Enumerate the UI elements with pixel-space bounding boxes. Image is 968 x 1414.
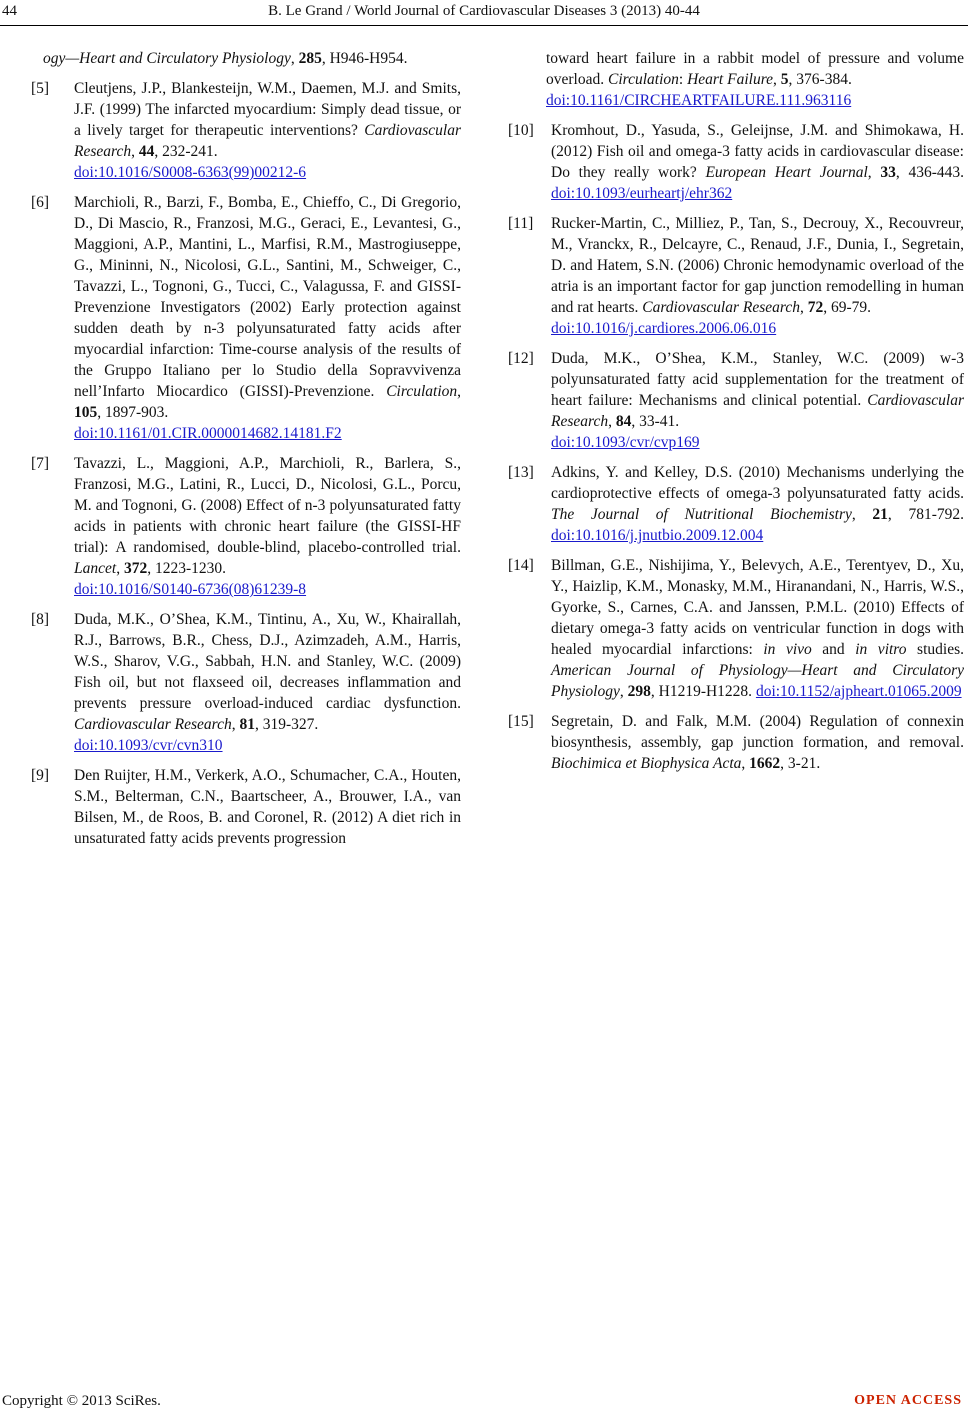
reference-11: [11] Rucker-Martin, C., Milliez, P., Tan, S., Decrouy, X., Recouvreur, M., Vranckx, R., Delcayre, C., Renaud, J.F., Dunia, I., Segretain, D. and Hatem, S.N. (2006) Chronic hemodynamic overload of the atria is an important factor for gap junction remodelling in human and rat hearts. Cardiovascular Research, 72, 69-79. doi:10.1016/j.cardiores.2006.06.016 bbox=[508, 215, 964, 337]
volume: 81 bbox=[239, 716, 255, 733]
pages: , 232-241. bbox=[154, 143, 218, 160]
volume: 298 bbox=[627, 683, 651, 700]
reference-text: Segretain, D. and Falk, M.M. (2004) Regulation of connexin biosynthesis, assembly, gap junction formation, and removal. bbox=[551, 713, 964, 751]
reference-number: [11] bbox=[508, 215, 534, 232]
pages: , H946-H954. bbox=[321, 50, 408, 67]
reference-15: [15] Segretain, D. and Falk, M.M. (2004) Regulation of connexin biosynthesis, assembly, gap junction formation, and removal. Biochimica et Biophysica Acta, 1662, 3-21. bbox=[508, 713, 964, 772]
reference-number: [9] bbox=[31, 767, 50, 784]
doi-link[interactable]: doi:10.1016/S0140-6736(08)61239-8 bbox=[74, 581, 307, 598]
reference-text: Tavazzi, L., Maggioni, A.P., Marchioli, R., Barlera, S., Franzosi, M.G., Latini, R., Lucci, D., Nicolosi, G.L., Porcu, M. and Tognoni, G. (2008) Effect of n-3 polyunsaturated fatty acids in patients with chronic heart failure (the GISSI-HF trial): A randomised, double-blind, placebo-controlled trial. bbox=[74, 455, 461, 556]
open-access-label: OPEN ACCESS bbox=[854, 1393, 962, 1408]
pages: , 376-384. bbox=[788, 71, 852, 88]
reference-14: [14] Billman, G.E., Nishijima, Y., Belevych, A.E., Terentyev, D., Xu, Y., Haizlip, K.M., Monasky, M.M., Hiranandani, N., Harris, W.S., Gyorke, S., Carnes, C.A. and Janssen, P.M.L. (2010) Effects of dietary omega-3 fatty acids on ventricular function in dogs with healed myocardial infarctions: in vivo and in vitro studies. American Journal of Physiology—Heart and Circulatory Physiology, 298, H1219-H1228. doi:10.1152/ajpheart.01065.2009 bbox=[508, 557, 964, 700]
copyright-notice: Copyright © 2013 SciRes. bbox=[2, 1393, 161, 1409]
conjunction: and bbox=[811, 641, 856, 658]
reference-text: Adkins, Y. and Kelley, D.S. (2010) Mechanisms underlying the cardioprotective effects of omega-3 polyunsaturated fatty acids. bbox=[551, 464, 964, 502]
reference-number: [7] bbox=[31, 455, 50, 472]
doi-link[interactable]: doi:10.1161/CIRCHEARTFAILURE.111.963116 bbox=[546, 92, 852, 109]
reference-continuation: ogy—Heart and Circulatory Physiology, 285, H946-H954. bbox=[43, 50, 408, 67]
doi-link[interactable]: doi:10.1016/j.cardiores.2006.06.016 bbox=[551, 320, 777, 337]
reference-5: [5] Cleutjens, J.P., Blankesteijn, W.M., Daemen, M.J. and Smits, J.F. (1999) The infarcted myocardium: Simply dead tissue, or a lively target for therapeutic interventions? Cardiovascular Research, 44, 232-241. doi:10.1016/S0008-6363(99)00212-6 bbox=[31, 80, 461, 181]
reference-number: [10] bbox=[508, 122, 534, 139]
volume: 33 bbox=[880, 164, 896, 181]
pages: , 1897-903. bbox=[97, 404, 169, 421]
journal-title: Circulation bbox=[607, 71, 679, 88]
reference-number: [8] bbox=[31, 611, 50, 628]
pages: , 3-21. bbox=[780, 755, 821, 772]
volume: 72 bbox=[807, 299, 824, 316]
journal-title: ogy—Heart and Circulatory Physiology bbox=[43, 50, 291, 67]
volume: 21 bbox=[872, 506, 888, 523]
reference-text: Duda, M.K., O’Shea, K.M., Tintinu, A., Xu, W., Khairallah, R.J., Barrows, B.R., Chess, D.J., Azimzadeh, A.M., Harris, W.S., Sharov, V.G., Sabbah, H.N. and Stanley, W.C. (2009) Fish oil, but not flaxseed oil, decreases inflammation and prevents pressure overload-induced cardiac dysfunction. bbox=[74, 611, 461, 712]
journal-title: Cardiovascular Research bbox=[551, 392, 964, 430]
volume: 1662 bbox=[749, 755, 781, 772]
reference-6: [6] Marchioli, R., Barzi, F., Bomba, E., Chieffo, C., Di Gregorio, D., Di Mascio, R., Franzosi, M.G., Geraci, E., Levantesi, G., Maggioni, A.P., Mantini, L., Marfisi, R.M., Mastrogiuseppe, G., Mininni, N., Nicolosi, G.L., Santini, M., Schweiger, C., Tavazzi, L., Tognoni, G., Tucci, C., Valagussa, F. and GISSI-Prevenzione Investigators (2002) Early protection against sudden death by n-3 polyunsaturated fatty acids after myocardial infarction: Time-course analysis of the results of the Gruppo Italiano per lo Studio della Sopravvivenza nell’Infarto Miocardico (GISSI)-Prevenzione. Circulation, 105, 1897-903. doi:10.1161/01.CIR.0000014682.14181.F2 bbox=[31, 194, 461, 442]
right-column bbox=[508, 48, 964, 783]
reference-number: [5] bbox=[31, 80, 50, 97]
journal-separator: : bbox=[678, 71, 688, 88]
reference-7: [7] Tavazzi, L., Maggioni, A.P., Marchioli, R., Barlera, S., Franzosi, M.G., Latini, R., Lucci, D., Nicolosi, G.L., Porcu, M. and Tognoni, G. (2008) Effect of n-3 polyunsaturated fatty acids in patients with chronic heart failure (the GISSI-HF trial): A randomised, double-blind, placebo-controlled trial. Lancet, 372, 1223-1230. doi:10.1016/S0140-6736(08)61239-8 bbox=[31, 455, 461, 598]
doi-link[interactable]: doi:10.1016/S0008-6363(99)00212-6 bbox=[74, 164, 307, 181]
pages: , H1219-H1228. bbox=[650, 683, 756, 700]
doi-link[interactable]: doi:10.1093/cvr/cvp169 bbox=[551, 434, 700, 451]
reference-text: Billman, G.E., Nishijima, Y., Belevych, A.E., Terentyev, D., Xu, Y., Haizlip, K.M., Monasky, M.M., Hiranandani, N., Harris, W.S., Gyorke, S., Carnes, C.A. and Janssen, P.M.L. (2010) Effects of dietary omega-3 fatty acids on ventricular function in dogs with healed myocardial infarctions: bbox=[551, 557, 964, 658]
pages: , 69-79. bbox=[823, 299, 871, 316]
journal-title: Cardiovascular Research bbox=[642, 299, 800, 316]
journal-title: European Heart Journal bbox=[705, 164, 868, 181]
pages: , 781-792. bbox=[887, 506, 964, 523]
volume: 105 bbox=[74, 404, 98, 421]
reference-text: studies. bbox=[906, 641, 964, 658]
reference-12: [12] Duda, M.K., O’Shea, K.M., Stanley, W.C. (2009) w-3 polyunsaturated fatty acid supplementation for the treatment of heart failure: Mechanisms and clinical potential. Cardiovascular Research, 84, 33-41. doi:10.1093/cvr/cvp169 bbox=[508, 350, 964, 451]
journal-title: American Journal of Physiology—Heart and Circulatory Physiology bbox=[551, 662, 964, 700]
pages: , 319-327. bbox=[254, 716, 319, 733]
reference-text: Den Ruijter, H.M., Verkerk, A.O., Schumacher, C.A., Houten, S.M., Belterman, C.N., Baartscheer, A., Brouwer, I.A., van Bilsen, M., de Roos, B. and Coronel, R. (2012) A diet rich in unsaturated fatty acids prevents progression bbox=[74, 767, 461, 847]
reference-8: [8] Duda, M.K., O’Shea, K.M., Tintinu, A., Xu, W., Khairallah, R.J., Barrows, B.R., Chess, D.J., Azimzadeh, A.M., Harris, W.S., Sharov, V.G., Sabbah, H.N. and Stanley, W.C. (2009) Fish oil, but not flaxseed oil, decreases inflammation and prevents pressure overload-induced cardiac dysfunction. Cardiovascular Research, 81, 319-327. doi:10.1093/cvr/cvn310 bbox=[31, 611, 461, 754]
reference-continuation: toward heart failure in a rabbit model of pressure and volume overload. Circulation: Heart Failure, 5, 376-384. doi:10.1161/CIRCHEARTFAILURE.111.963116 bbox=[546, 50, 964, 109]
doi-link[interactable]: doi:10.1152/ajpheart.01065.2009 bbox=[755, 683, 962, 700]
doi-link[interactable]: doi:10.1016/j.jnutbio.2009.12.004 bbox=[551, 527, 764, 544]
journal-title: Lancet bbox=[74, 560, 117, 577]
running-title: B. Le Grand / World Journal of Cardiovascular Diseases 3 (2013) 40-44 bbox=[268, 3, 700, 19]
italic-term: in vivo bbox=[763, 641, 812, 658]
reference-text: Kromhout, D., Yasuda, S., Geleijnse, J.M. and Shimokawa, H. (2012) Fish oil and omega-3 fatty acids in cardiovascular disease: Do they really work? bbox=[551, 122, 964, 181]
reference-text: Marchioli, R., Barzi, F., Bomba, E., Chieffo, C., Di Gregorio, D., Di Mascio, R., Franzosi, M.G., Geraci, E., Levantesi, G., Maggioni, A.P., Mantini, L., Marfisi, R.M., Mastrogiuseppe, G., Mininni, N., Nicolosi, G.L., Santini, M., Schweiger, C., Tavazzi, L., Tognoni, G., Tucci, C., Valagussa, F. and GISSI-Prevenzione Investigators (2002) Early protection against sudden death by n-3 polyunsaturated fatty acids after myocardial infarction: Time-course analysis of the results of the Gruppo Italiano per lo Studio della Sopravvivenza nell’Infarto Miocardico (GISSI)-Prevenzione. bbox=[74, 194, 461, 400]
doi-link[interactable]: doi:10.1093/eurheartj/ehr362 bbox=[551, 185, 733, 202]
reference-text: Cleutjens, J.P., Blankesteijn, W.M., Daemen, M.J. and Smits, J.F. (1999) The infarcted myocardium: Simply dead tissue, or a lively target for therapeutic interventions? bbox=[74, 80, 461, 139]
italic-term: in vitro bbox=[855, 641, 907, 658]
journal-subtitle: Heart Failure bbox=[687, 71, 774, 88]
doi-link[interactable]: doi:10.1161/01.CIR.0000014682.14181.F2 bbox=[74, 425, 342, 442]
doi-link[interactable]: doi:10.1093/cvr/cvn310 bbox=[74, 737, 223, 754]
reference-number: [14] bbox=[508, 557, 534, 574]
pages: , 1223-1230. bbox=[147, 560, 226, 577]
volume: 5 bbox=[780, 71, 789, 88]
volume: 84 bbox=[615, 413, 632, 430]
reference-10: [10] Kromhout, D., Yasuda, S., Geleijnse, J.M. and Shimokawa, H. (2012) Fish oil and omega-3 fatty acids in cardiovascular disease: Do they really work? European Heart Journal, 33, 436-443. doi:10.1093/eurheartj/ehr362 bbox=[508, 122, 964, 202]
reference-number: [15] bbox=[508, 713, 534, 730]
header-rule bbox=[0, 25, 968, 26]
journal-title: Circulation bbox=[386, 383, 458, 400]
journal-title: Biochimica et Biophysica Acta bbox=[551, 755, 742, 772]
reference-number: [12] bbox=[508, 350, 534, 367]
reference-number: [13] bbox=[508, 464, 534, 481]
reference-text: Rucker-Martin, C., Milliez, P., Tan, S., Decrouy, X., Recouvreur, M., Vranckx, R., Delcayre, C., Renaud, J.F., Dunia, I., Segretain, D. and Hatem, S.N. (2006) Chronic hemodynamic overload of the atria is an important factor for gap junction remodelling in human and rat hearts. bbox=[551, 215, 964, 316]
page-number: 44 bbox=[2, 3, 17, 19]
journal-title: Cardiovascular Research bbox=[74, 716, 232, 733]
volume: 285 bbox=[298, 50, 322, 67]
left-column bbox=[31, 48, 461, 858]
reference-13: [13] Adkins, Y. and Kelley, D.S. (2010) Mechanisms underlying the cardioprotective effects of omega-3 polyunsaturated fatty acids. The Journal of Nutritional Biochemistry, 21, 781-792. doi:10.1016/j.jnutbio.2009.12.004 bbox=[508, 464, 964, 544]
volume: 372 bbox=[123, 560, 148, 577]
reference-text: Duda, M.K., O’Shea, K.M., Stanley, W.C. (2009) w-3 polyunsaturated fatty acid supplementation for the treatment of heart failure: Mechanisms and clinical potential. bbox=[551, 350, 964, 409]
reference-number: [6] bbox=[31, 194, 50, 211]
page-header bbox=[0, 0, 968, 24]
volume: 44 bbox=[138, 143, 155, 160]
pages: , 33-41. bbox=[631, 413, 680, 430]
reference-9 bbox=[31, 765, 461, 849]
reference-text: toward heart failure in a rabbit model of pressure and volume overload. bbox=[546, 50, 964, 88]
page-footer bbox=[0, 1393, 968, 1413]
journal-title: The Journal of Nutritional Biochemistry bbox=[551, 506, 852, 523]
journal-title: Cardiovascular Research bbox=[74, 122, 461, 160]
pages: , 436-443. bbox=[895, 164, 964, 181]
